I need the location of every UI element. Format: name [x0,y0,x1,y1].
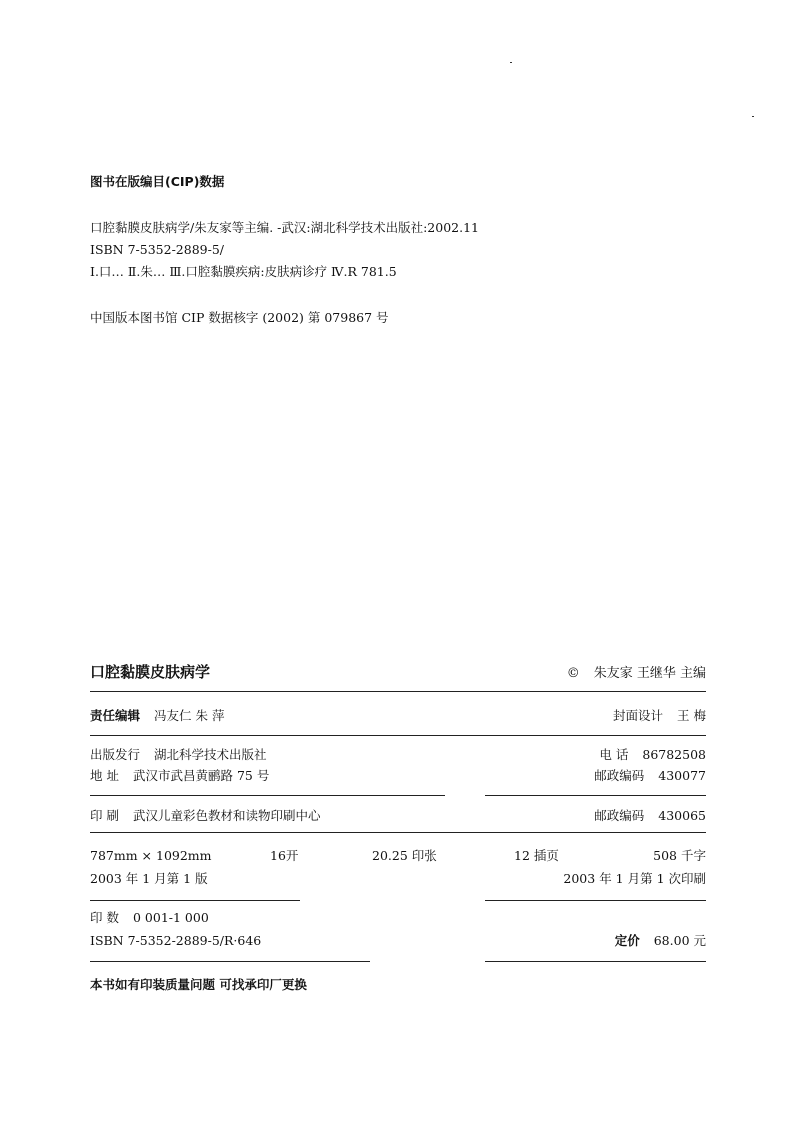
divider [90,735,706,736]
scan-speck [752,116,754,117]
kai: 16开 [270,848,299,863]
printing: 2003 年 1 月第 1 次印刷 [563,871,706,886]
value: 王 梅 [677,708,706,723]
phone-row [599,747,706,763]
cip-line: 口腔黏膜皮肤病学/朱友家等主编. -武汉:湖北科学技术出版社:2002.11 [90,220,479,235]
isbn: ISBN 7-5352-2889-5/R·646 [90,933,262,948]
book-title: 口腔黏膜皮肤病学 [90,663,211,681]
cip-classification: Ⅰ.口… Ⅱ.朱… Ⅲ.口腔黏膜疾病:皮肤病诊疗 Ⅳ.R 781.5 [90,264,397,279]
cover-design-row [613,708,706,724]
cip-heading: 图书在版编目(CIP)数据 [90,174,225,189]
price-row [615,933,706,949]
printer-postcode-row [594,808,706,824]
editors-line [567,666,706,682]
copyright-icon: © [566,666,580,681]
value: 86782508 [642,747,706,762]
value: 68.00 元 [653,933,706,948]
label: 电 话 [599,747,629,762]
printer-row [90,808,321,824]
label: 印 刷 [90,808,119,823]
label: 印 数 [90,910,119,925]
divider [90,961,370,962]
quality-notice: 本书如有印装质量问题 可找承印厂更换 [90,977,307,992]
cip-approval: 中国版本图书馆 CIP 数据核字 (2002) 第 079867 号 [90,310,389,325]
divider [485,900,706,901]
value: 冯友仁 朱 萍 [154,708,225,723]
inserts: 12 插页 [514,848,559,863]
label: 邮政编码 [594,768,645,783]
chief-editors: 朱友家 王继华 主编 [593,666,706,681]
format: 787mm × 1092mm [90,848,212,863]
label: 出版发行 [90,747,141,762]
value: 武汉市武昌黄鹂路 75 号 [132,768,270,783]
divider [90,900,300,901]
value: 430065 [658,808,706,823]
print-run-row [90,910,209,926]
divider [90,691,706,692]
sheets: 20.25 印张 [372,848,437,863]
divider [90,832,706,833]
edition: 2003 年 1 月第 1 版 [90,871,208,886]
value: 武汉儿童彩色教材和读物印刷中心 [132,808,321,823]
address-row [90,768,269,784]
label: 定价 [614,933,640,948]
label: 地 址 [90,768,119,783]
scan-speck [510,62,512,63]
word-count: 508 千字 [653,848,706,863]
responsible-editor-row [90,708,224,724]
value: 430077 [658,768,706,783]
cip-isbn: ISBN 7-5352-2889-5/ [90,242,225,257]
divider [485,795,706,796]
divider [485,961,706,962]
divider [90,795,445,796]
postcode-row [594,768,706,784]
publisher-row [90,747,267,763]
label: 邮政编码 [594,808,645,823]
value: 湖北科学技术出版社 [154,747,267,762]
label: 封面设计 [613,708,664,723]
value: 0 001-1 000 [132,910,209,925]
label: 责任编辑 [90,708,141,723]
